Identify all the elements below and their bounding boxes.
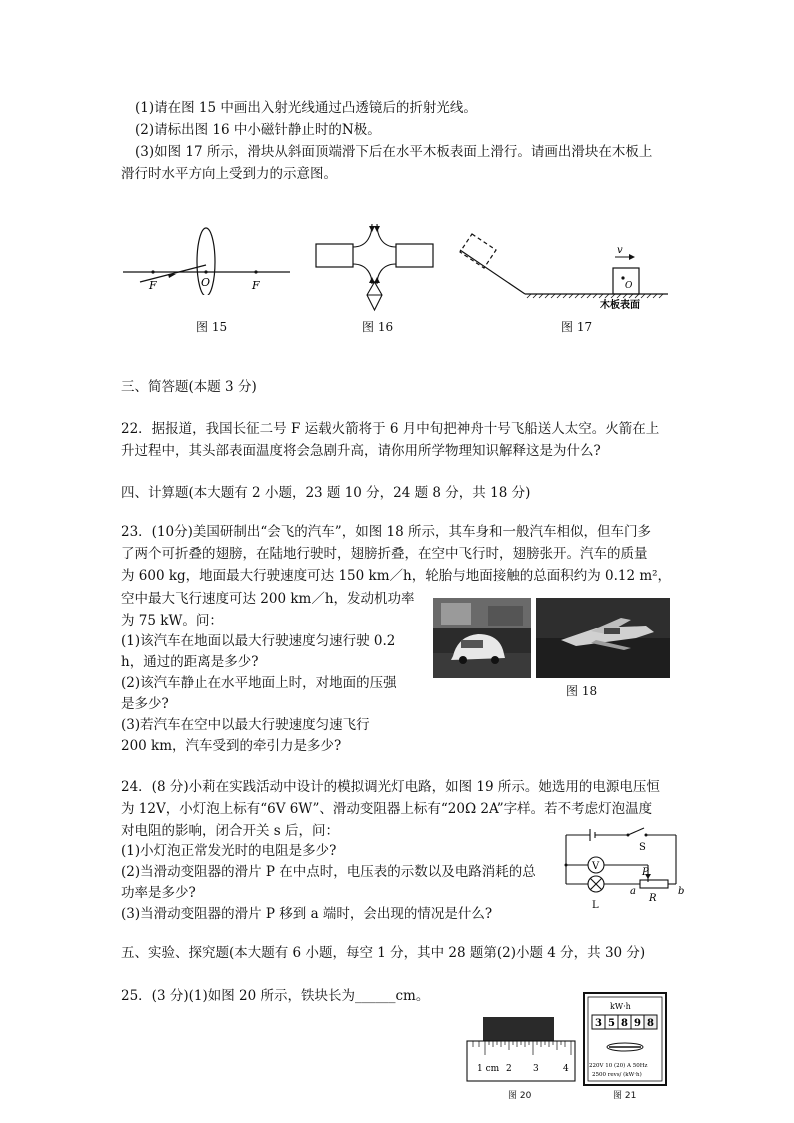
figure-18-photo-ground — [433, 598, 531, 678]
fig15-o: O — [201, 276, 211, 289]
fig15-caption: 图 15 — [196, 320, 228, 334]
fig19-v: V — [592, 861, 600, 872]
fig18-caption: 图 18 — [566, 684, 598, 698]
fig19-b: b — [678, 886, 685, 897]
figure-15 — [118, 225, 293, 295]
q22-line1: 22．据报道，我国长征二号 F 运载火箭将于 6 月中旬把神舟十号飞船送人太空。火箭在上 — [121, 421, 660, 437]
q24-sub3: (3)当滑动变阻器的滑片 P 移到 a 端时，会出现的情况是什么? — [121, 906, 493, 922]
fig17-v: v — [617, 245, 623, 256]
q21-part3-line1: (3)如图 17 所示，滑块从斜面顶端滑下后在水平木板表面上滑行。请画出滑块在木板上 — [135, 144, 653, 160]
q25-text: 25．(3 分)(1)如图 20 所示，铁块长为______cm。 — [121, 988, 430, 1004]
q21-part3-line2: 滑行时水平方向上受到力的示意图。 — [121, 166, 337, 182]
figure-17 — [455, 220, 670, 315]
fig19-p: P — [642, 867, 649, 878]
q23-line5: 为 75 kW。问： — [121, 613, 223, 629]
figure-21-meter — [583, 992, 667, 1086]
fig21-spec-2: 2500 revs/ (kW·h) — [592, 1072, 642, 1078]
q22-line2: 升过程中，其头部表面温度将会急剧升高，请你用所学物理知识解释这是为什么? — [121, 443, 601, 459]
q23-sub3-line2: 200 km，汽车受到的牵引力是多少? — [121, 738, 342, 754]
fig17-caption: 图 17 — [561, 320, 593, 334]
fig20-tick-4: 4 — [563, 1064, 569, 1074]
fig21-digit-3: 8 — [621, 1018, 628, 1029]
fig21-digit-1: 3 — [595, 1018, 602, 1029]
q24-line2: 为 12V，小灯泡上标有“6V 6W”、滑动变阻器上标有“20Ω 2A”字样。若不考虑灯泡温度 — [121, 801, 653, 817]
fig21-caption: 图 21 — [613, 1091, 637, 1101]
fig15-f-right: F — [252, 279, 260, 292]
section-5-heading: 五、实验、探究题(本大题有 6 小题，每空 1 分，其中 28 题第(2)小题 4 分，共 30 分) — [121, 945, 646, 961]
section-4-heading: 四、计算题(本大题有 2 小题，23 题 10 分，24 题 8 分，共 18 分) — [121, 485, 531, 501]
fig17-surface-label: 木板表面 — [600, 300, 640, 311]
fig20-tick-3: 3 — [533, 1064, 539, 1074]
fig20-caption: 图 20 — [508, 1091, 532, 1101]
q23-line3: 为 600 kg，地面最大行驶速度可达 150 km／h，轮胎与地面接触的总面积约为 0.12 m²， — [121, 568, 672, 584]
q23-sub2-line1: (2)该汽车静止在水平地面上时，对地面的压强 — [121, 675, 397, 691]
fig16-caption: 图 16 — [362, 320, 394, 334]
fig21-digit-2: 5 — [608, 1018, 615, 1029]
fig20-tick-1: 1 cm — [477, 1064, 500, 1074]
q23-line2: 了两个可折叠的翅膀，在陆地行驶时，翅膀折叠，在空中飞行时，翅膀张开。汽车的质量 — [121, 546, 648, 562]
q24-line3: 对电阻的影响，闭合开关 s 后，问： — [121, 823, 340, 839]
fig21-digit-4: 9 — [634, 1018, 641, 1029]
q21-part1: (1)请在图 15 中画出入射光线通过凸透镜后的折射光线。 — [135, 100, 477, 116]
q24-sub1: (1)小灯泡正常发光时的电阻是多少? — [121, 843, 337, 859]
figure-20-ruler — [465, 1015, 577, 1083]
fig19-s: S — [639, 842, 646, 853]
fig19-a: a — [630, 886, 636, 897]
fig21-digit-5: 8 — [647, 1018, 654, 1029]
figure-18-photo-air — [536, 598, 670, 678]
section-3-heading: 三、简答题(本题 3 分) — [121, 379, 257, 395]
q21-part2: (2)请标出图 16 中小磁针静止时的N极。 — [135, 122, 381, 138]
q23-sub1-line1: (1)该汽车在地面以最大行驶速度匀速行驶 0.2 — [121, 633, 396, 649]
q24-line1: 24．(8 分)小莉在实践活动中设计的模拟调光灯电路，如图 19 所示。她选用的电源电压恒 — [121, 779, 660, 795]
q24-sub2-line2: 功率是多少? — [121, 885, 196, 901]
fig21-spec-1: 220V 10 (20) A 50Hz — [589, 1063, 648, 1069]
q23-sub3-line1: (3)若汽车在空中以最大行驶速度匀速飞行 — [121, 717, 370, 733]
q23-line1: 23．(10分)美国研制出“会飞的汽车”，如图 18 所示，其车身和一般汽车相似，但车门多 — [121, 524, 651, 540]
q23-line4: 空中最大飞行速度可达 200 km／h，发动机功率 — [121, 591, 415, 607]
q23-sub2-line2: 是多少? — [121, 696, 169, 712]
fig19-r: R — [649, 893, 657, 904]
q24-sub2-line1: (2)当滑动变阻器的滑片 P 在中点时，电压表的示数以及电路消耗的总 — [121, 864, 536, 880]
figure-19-circuit — [558, 820, 688, 914]
q23-sub1-line2: h，通过的距离是多少? — [121, 654, 259, 670]
fig17-o: O — [625, 281, 633, 291]
figure-16 — [312, 220, 437, 315]
fig21-unit: kW·h — [610, 1002, 631, 1011]
fig20-tick-2: 2 — [506, 1064, 512, 1074]
fig15-f-left: F — [149, 279, 157, 292]
fig19-l: L — [592, 900, 599, 911]
